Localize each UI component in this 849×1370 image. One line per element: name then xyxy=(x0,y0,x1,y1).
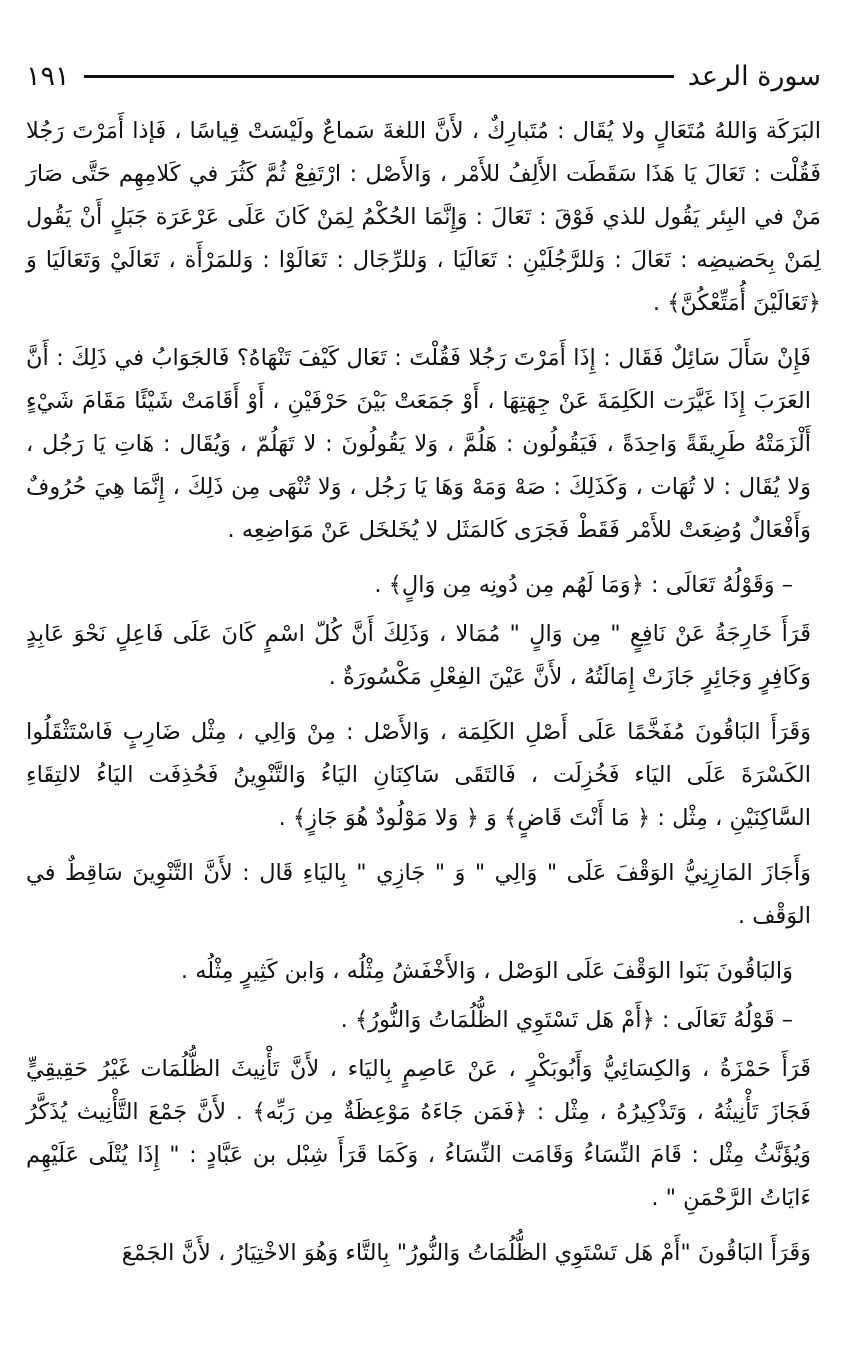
paragraph: البَرَكَة وَاللهُ مُتَعَالٍ ولا يُقَال : مُتَبارِكٌ ، لأَنَّ اللغةَ سَماعٌ ولَيْسَتْ قِياسًا ، فَإذا أَمَرْتَ رَجُلا فَقُلْت : تَعَالَ يَا هَذَا سَقَطَت الأَلِفُ للأَمْر ، وَالأَصْل : ارْتَفِعْ ثُمَّ كَثُرَ في كَلامِهِم حَتَّى صَارَ مَنْ في البِئر يَقُول للذي فَوْقَ : تَعَالَ : وَإِنَّمَا الحُكْمُ لِمَنْ كَانَ عَلَى عَرْعَرَة جَبَلٍ أَنْ يَقُول لِمَنْ بِحَضيضِه : تَعَالَ : وَللرَّجُلَيْنِ : تَعَالَيَا ، وَللرِّجَال : تَعَالَوْا : وَللمَرْأَة ، تَعَالَيْ وَتَعَالَيَا وَ ﴿تَعَالَيْنَ أُمَتِّعْكُنَّ﴾ . xyxy=(26,118,821,316)
page-number: ١٩١ xyxy=(26,60,70,92)
verse-heading: – قَوْلُهُ تَعَالَى : ﴿أَمْ هَل تَسْتَوِي الظُّلُمَاتُ وَالنُّورُ﴾ . xyxy=(340,1007,793,1033)
paragraph: وَالبَاقُونَ بَنَوا الوَقْفَ عَلَى الوَصْل ، وَالأَخْفَشُ مِثْلُه ، وَابن كَثِيرٍ مِثْلُه . xyxy=(180,958,793,984)
verse-heading: – وَقَوْلُهُ تَعَالَى : ﴿وَمَا لَهُم مِن دُونِه مِن وَالٍ﴾ . xyxy=(374,572,793,598)
paragraph: وَأَجَازَ المَازِنِيُّ الوَقْفَ عَلَى " وَالِي " وَ " جَازِي " بِاليَاءِ قَال : لأَنَّ التَّنْوِينَ سَاقِطٌ في الوَقْف . xyxy=(26,860,811,929)
paragraph: قَرَأَ خَارِجَةُ عَنْ نَافِعٍ " مِن وَالٍ " مُمَالا ، وَذَلِكَ أَنَّ كُلّ اسْمٍ كَانَ عَلَى فَاعِلٍ نَحْوَ عَابِدٍ وَكَافِرٍ وَجَائِرٍ جَازَتْ إِمَالَتُهُ ، لأَنَّ عَيْنَ الفِعْلِ مَكْسُورَةٌ . xyxy=(26,621,811,690)
surah-title: سورة الرعد xyxy=(687,60,821,92)
header-rule xyxy=(84,75,674,78)
paragraph: وَقَرَأَ البَاقُونَ مُفَخَّمًا عَلَى أَصْلِ الكَلِمَة ، وَالأَصْل : مِنْ وَالِي ، مِثْل ضَارِبٍ فَاسْتَثْقَلُوا الكَسْرَةَ عَلَى اليَاء فَخُزِلَت ، فَالتَقَى سَاكِنَانِ اليَاءُ وَالتَّنْوِينُ فَحُذِفَت اليَاءُ لالتِقَاءِ السَّاكِنَيْنِ ، مِثْل : ﴿ مَا أَنْتَ قَاضٍ﴾ وَ ﴿ وَلا مَوْلُودٌ هُوَ جَازٍ﴾ . xyxy=(26,719,811,831)
page-header xyxy=(26,56,821,96)
paragraph: وَقَرَأَ البَاقُونَ "أَمْ هَل تَسْتَوِي الظُّلُمَاتُ وَالنُّورُ" بِالتَّاء وَهُوَ الاخْتِيَارُ ، لأَنَّ الجَمْعَ xyxy=(121,1240,811,1266)
page-body xyxy=(26,110,821,1287)
paragraph: فَإِنْ سَأَلَ سَائِلٌ فَقَال : إِذَا أَمَرْتَ رَجُلا فَقُلْتَ : تَعَال كَيْفَ تَنْهَاهُ؟ فَالجَوَابُ في ذَلِكَ : أَنَّ العَرَبَ إِذَا غَيَّرَت الكَلِمَةَ عَنْ جِهَتِهَا ، أَوْ جَمَعَتْ بَيْنَ حَرْفَيْنِ ، أَوْ أَقَامَتْ شَيْئًا مَقَامَ شَيْءٍ أَلْزَمَتْهُ طَرِيقَةً وَاحِدَةً ، فَيَقُولُون : هَلُمَّ ، وَلا يَقُولُونَ : لا تَهَلُمّ ، وَيُقَال : هَاتِ يَا رَجُل ، وَلا يُقَال : لا تُهَات ، وَكَذَلِكَ : صَهْ وَمَهْ وَهَا يَا رَجُل ، وَلا تُنْهَى مِن ذَلِكَ ، إِنَّمَا هِيَ حُرُوفٌ وَأَفْعَالٌ وُضِعَتْ للأَمْر فَقَطْ فَجَرَى كَالمَثَل لا يُخَلخَل عَنْ مَوَاضِعِه . xyxy=(26,345,811,543)
paragraph: قَرَأَ حَمْزَةُ ، وَالكِسَائِيُّ وَأَبُوبَكْرٍ ، عَنْ عَاصِمٍ بِاليَاء ، لأَنَّ تَأْنِيثَ الظُّلُمَات غَيْرُ حَقِيقِيٍّ فَجَازَ تَأْنِيثُهُ ، وَتَذْكِيرُهُ ، مِثْل : ﴿فَمَن جَاءَهُ مَوْعِظَةٌ مِن رَبِّه﴾ . لأَنَّ جَمْعَ التَّأْنِيث يُذَكَّرُ وَيُؤَنَّثُ مِثْل : قَامَ النِّسَاءُ وَقَامَت النِّسَاءُ ، وَكَمَا قَرَأَ شِبْل بن عَبَّادٍ : " إِذَا يُتْلَى عَلَيْهِم ءَايَاتُ الرَّحْمَنِ " . xyxy=(26,1056,811,1211)
